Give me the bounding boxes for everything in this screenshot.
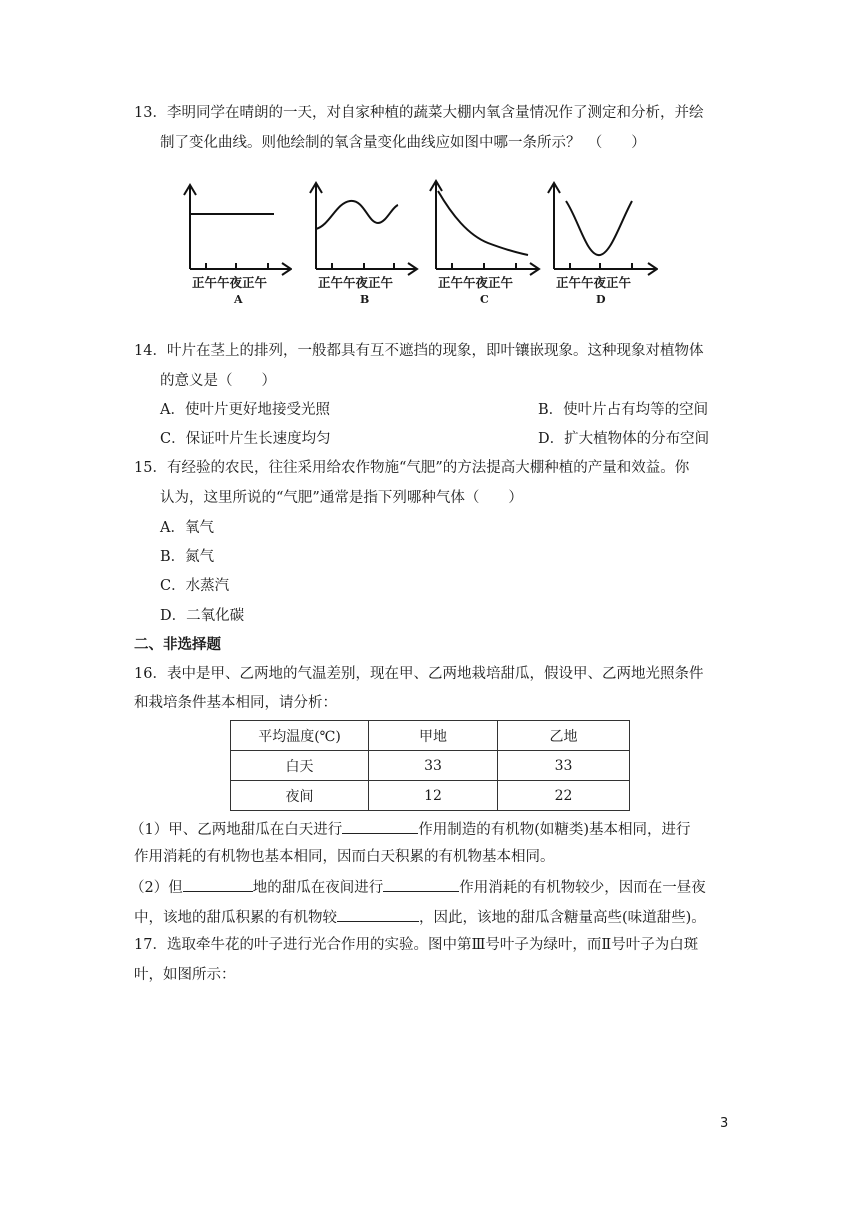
q16-part2-text-d: 中，该地的甜瓜积累的有机物较 (134, 910, 337, 926)
q13-text-line1: 13．李明同学在晴朗的一天，对自家种植的蔬菜大棚内氧含量情况作了测定和分析，并绘 (134, 105, 704, 121)
answer-blank[interactable] (342, 818, 418, 834)
page-number: 3 (720, 1116, 729, 1131)
table-cell: 12 (369, 781, 498, 811)
q15-option-a: A．氧气 (160, 520, 214, 536)
figure-a-letter: A (234, 293, 243, 306)
table-cell: 夜间 (231, 781, 369, 811)
q15-text-line1: 15．有经验的农民，往往采用给农作物施“气肥”的方法提高大棚种植的产量和效益。你 (134, 460, 690, 476)
table-row (231, 751, 630, 781)
figure-b-axis-label: 正午午夜正午 (318, 275, 394, 290)
q13-figure-d (544, 173, 658, 308)
q14-option-d: D．扩大植物体的分布空间 (538, 431, 710, 447)
q16-part1-line2: 作用消耗的有机物也基本相同，因而白天积累的有机物基本相同。 (134, 849, 555, 865)
table-cell: 22 (498, 781, 630, 811)
answer-blank[interactable] (337, 906, 419, 922)
figure-c-letter: C (480, 293, 489, 306)
figure-a-axis-label: 正午午夜正午 (192, 275, 268, 290)
q15-option-d: D．二氧化碳 (160, 608, 245, 624)
curve-c (438, 191, 528, 255)
q14-text-line2: 的意义是（ ） (160, 373, 276, 389)
q16-text-line1: 16．表中是甲、乙两地的气温差别，现在甲、乙两地栽培甜瓜，假设甲、乙两地光照条件 (134, 666, 704, 682)
q15-option-c: C．水蒸汽 (160, 578, 230, 594)
q16-part2-line1 (130, 876, 706, 898)
q16-part2-text-b: 地的甜瓜在夜间进行 (252, 880, 384, 896)
q14-text-line1: 14．叶片在茎上的排列，一般都具有互不遮挡的现象，即叶镶嵌现象。这种现象对植物体 (134, 343, 704, 359)
q13-figure-a (178, 173, 292, 308)
q17-text-line1: 17．选取牵牛花的叶子进行光合作用的实验。图中第Ⅲ号叶子为绿叶，而Ⅱ号叶子为白斑 (134, 937, 699, 953)
q14-option-b: B．使叶片占有均等的空间 (538, 402, 709, 418)
answer-blank[interactable] (383, 876, 459, 892)
table-cell: 33 (498, 751, 630, 781)
q16-part2-text-e: ，因此，该地的甜瓜含糖量高些(味道甜些)。 (419, 910, 706, 926)
q16-part2-text-c: 作用消耗的有机物较少，因而在一昼夜 (459, 880, 706, 896)
q16-part1-text-a: （1）甲、乙两地甜瓜在白天进行 (130, 822, 343, 838)
table-cell: 33 (369, 751, 498, 781)
q15-option-b: B．氮气 (160, 549, 215, 565)
table-cell: 白天 (231, 751, 369, 781)
curve-b (316, 201, 398, 229)
q15-text-line2: 认为，这里所说的“气肥”通常是指下列哪种气体（ ） (160, 490, 523, 506)
q16-part1-line1 (130, 818, 691, 840)
table-header-cell: 平均温度(℃) (231, 721, 369, 751)
figure-c-axis-label: 正午午夜正午 (438, 275, 514, 290)
answer-blank[interactable] (183, 876, 253, 892)
q13-figure-b (306, 173, 420, 308)
table-header-cell: 乙地 (498, 721, 630, 751)
figure-d-axis-label: 正午午夜正午 (556, 275, 632, 290)
table-row (231, 781, 630, 811)
q16-text-line2: 和栽培条件基本相同，请分析： (134, 695, 337, 711)
q16-part1-text-b: 作用制造的有机物(如糖类)基本相同，进行 (418, 822, 691, 838)
q14-option-a: A．使叶片更好地接受光照 (160, 402, 330, 418)
q16-part2-text-a: （2）但 (130, 880, 183, 896)
q17-text-line2: 叶，如图所示： (134, 967, 236, 983)
figure-d-letter: D (596, 293, 606, 306)
figure-b-letter: B (360, 293, 370, 306)
curve-d (566, 201, 632, 255)
q14-option-c: C．保证叶片生长速度均匀 (160, 431, 331, 447)
table-header-row (231, 721, 630, 751)
section-heading: 二、非选择题 (134, 636, 221, 653)
q13-figures (178, 173, 664, 308)
q13-figure-c (428, 173, 542, 308)
table-header-cell: 甲地 (369, 721, 498, 751)
temperature-table (230, 720, 630, 811)
q16-part2-line2 (134, 906, 706, 928)
q13-text-line2: 制了变化曲线。则他绘制的氧含量变化曲线应如图中哪一条所示？ （ ） (160, 135, 646, 151)
